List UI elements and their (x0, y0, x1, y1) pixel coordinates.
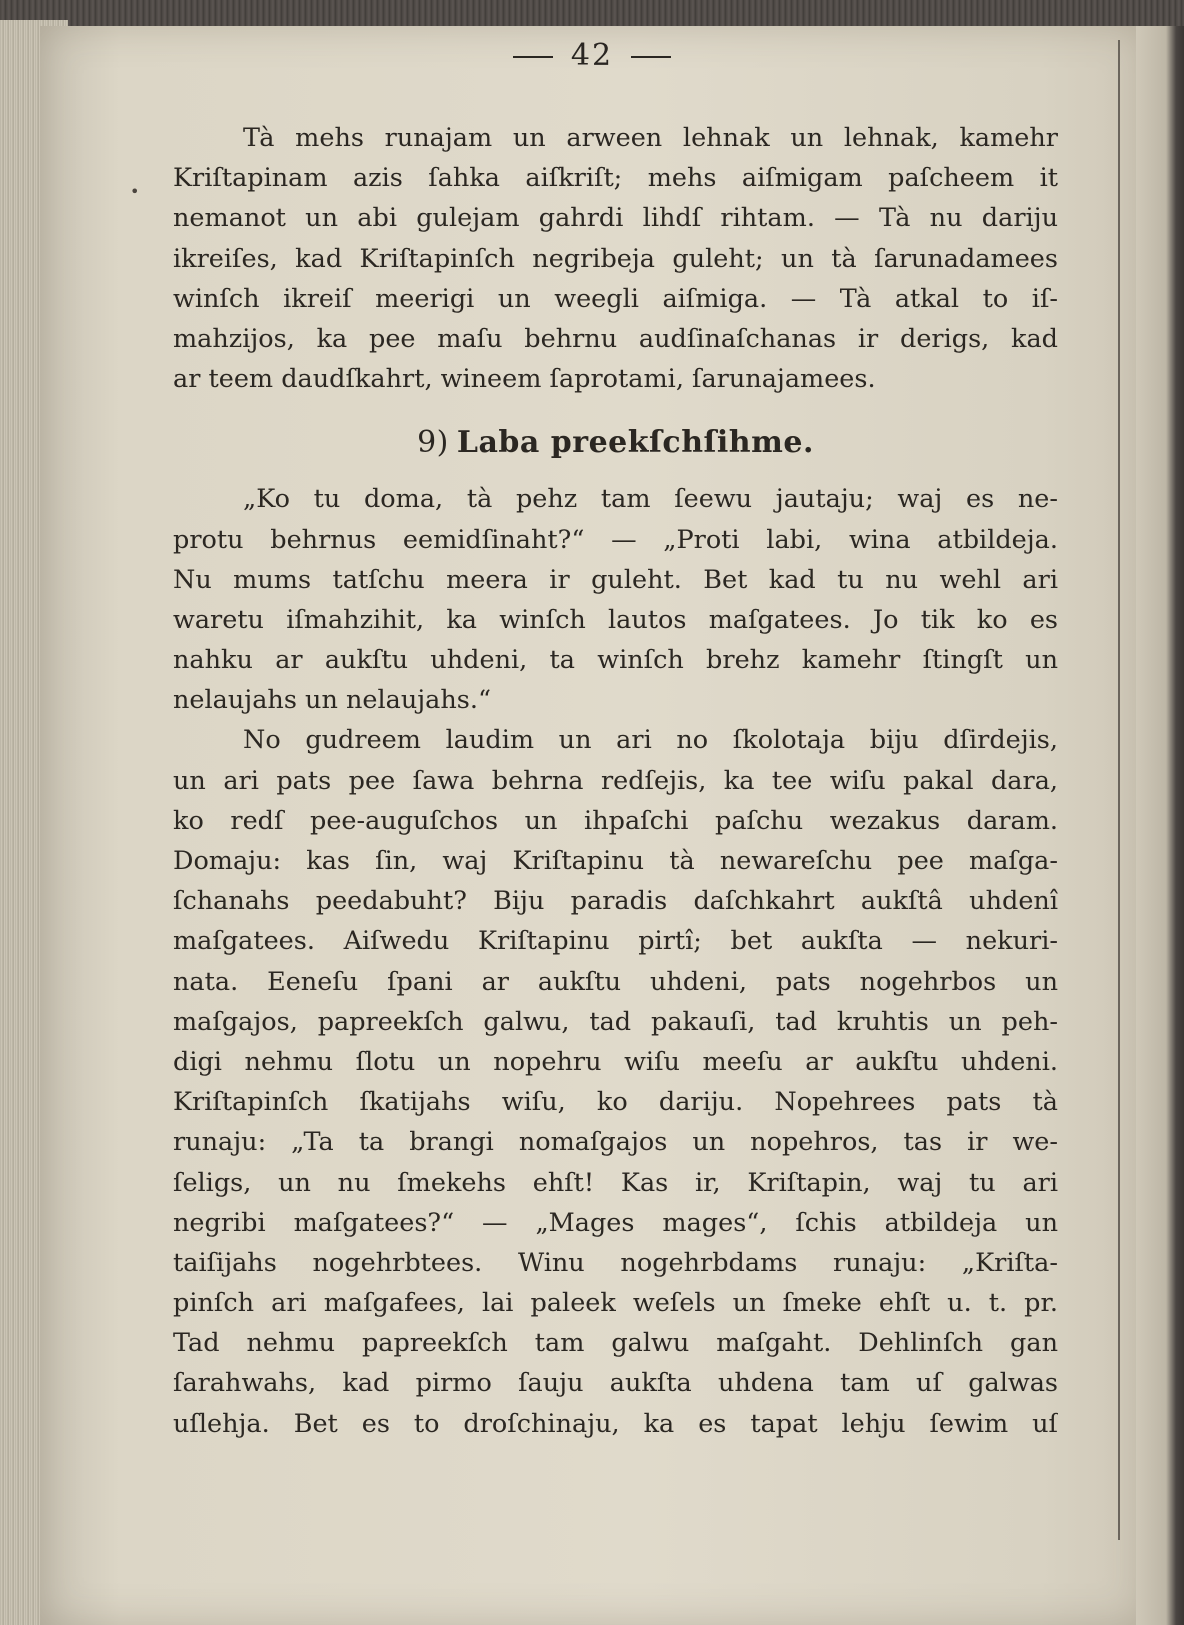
text-line: nemanot un abi gulejam gahrdi lihdſ rihtam. — Tà nu dariju (173, 203, 1058, 234)
text-line: Tà mehs runajam un arween lehnak un lehnak, kamehr (243, 123, 1058, 153)
text-line: Kriſtapinam azis ſahka aiſkriſt; mehs aiſmigam paſcheem it (173, 163, 1058, 194)
text-line: nahku ar aukſtu uhdeni, ta winſch brehz kamehr ſtingſt un (173, 645, 1058, 676)
book-right-edge (1136, 26, 1184, 1625)
text-line: No gudreem laudim un ari no ſkolotaja biju dſirdejis, (243, 725, 1058, 756)
text-line: uſlehja. Bet es to droſchinaju, ka es tapat lehju ſewim uſ (173, 1408, 1058, 1439)
text-line: ſchanahs peedabuht? Biju paradis daſchkahrt aukſtâ uhdenî (173, 886, 1058, 917)
text-line: negribi maſgatees?“ — „Mages mages“, ſchis atbildeja un (173, 1207, 1058, 1238)
margin-dot: • (130, 182, 140, 201)
page-number: 42 (570, 38, 614, 73)
text-line: protu behrnus eemidſinaht?“ — „Proti labi, wina atbildeja. (173, 524, 1058, 555)
text-line: Domaju: kas ſin, waj Kriſtapinu tà newareſchu pee maſga- (173, 846, 1058, 876)
text-line: ko redſ pee-auguſchos un ihpaſchi paſchu wezakus daram. (173, 805, 1058, 836)
text-line: ar teem daudſkahrt, wineem ſaprotami, ſarunajamees. (173, 364, 876, 395)
text-line: taiſijahs nogehrbtees. Winu nogehrbdams runaju: „Kriſta- (173, 1247, 1058, 1278)
header-dash-left (513, 56, 553, 58)
text-line: mahzijos, ka pee maſu behrnu audſinaſchanas ir derigs, kad (173, 323, 1058, 354)
text-line: Kriſtapinſch ſkatijahs wiſu, ko dariju. Nopehrees pats tà (173, 1087, 1058, 1118)
text-line: winſch ikreiſ meerigi un weegli aiſmiga. — Tà atkal to iſ- (173, 283, 1058, 314)
page-body (173, 118, 1058, 1444)
text-line: ſarahwahs, kad pirmo ſauju aukſta uhdena tam uſ galwas (173, 1368, 1058, 1399)
section-title: Laba preekſchſihme. (456, 425, 814, 461)
text-line: Tad nehmu papreekſch tam galwu maſgaht. Dehlinſch gan (173, 1328, 1058, 1359)
text-line: maſgajos, papreekſch galwu, tad pakauſi, tad kruhtis un peh- (173, 1006, 1058, 1037)
text-line: digi nehmu ſlotu un nopehru wiſu meeſu ar aukſtu uhdeni. (173, 1046, 1058, 1077)
text-line: waretu iſmahzihit, ka winſch lautos maſgatees. Jo tik ko es (173, 604, 1058, 635)
text-line: runaju: „Ta ta brangi nomaſgajos un nopehros, tas ir we- (173, 1127, 1058, 1158)
page-header (0, 38, 1184, 73)
section-heading (173, 399, 1058, 479)
text-line: maſgatees. Aiſwedu Kriſtapinu pirtî; bet aukſta — nekuri- (173, 926, 1058, 957)
text-line: pinſch ari maſgafees, lai paleek weſels un ſmeke ehſt u. t. pr. (173, 1288, 1058, 1319)
page-fold-line (1118, 40, 1120, 1540)
text-line: un ari pats pee ſawa behrna redſejis, ka tee wiſu pakal dara, (173, 765, 1058, 796)
text-line: ikreiſes, kad Kriſtapinſch negribeja guleht; un tà ſarunadamees (173, 243, 1058, 274)
text-line: „Ko tu doma, tà pehz tam ſeewu jautaju; waj es ne- (243, 484, 1058, 515)
text-line: nelaujahs un nelaujahs.“ (173, 685, 492, 716)
header-dash-right (631, 56, 671, 58)
text-line: ſeligs, un nu ſmekehs ehſt! Kas ir, Kriſtapin, waj tu ari (173, 1167, 1058, 1198)
text-line: Nu mums tatſchu meera ir guleht. Bet kad tu nu wehl ari (173, 564, 1058, 595)
section-number: 9) (417, 425, 449, 461)
text-line: nata. Eeneſu ſpani ar aukſtu uhdeni, pats nogehrbos un (173, 966, 1058, 997)
